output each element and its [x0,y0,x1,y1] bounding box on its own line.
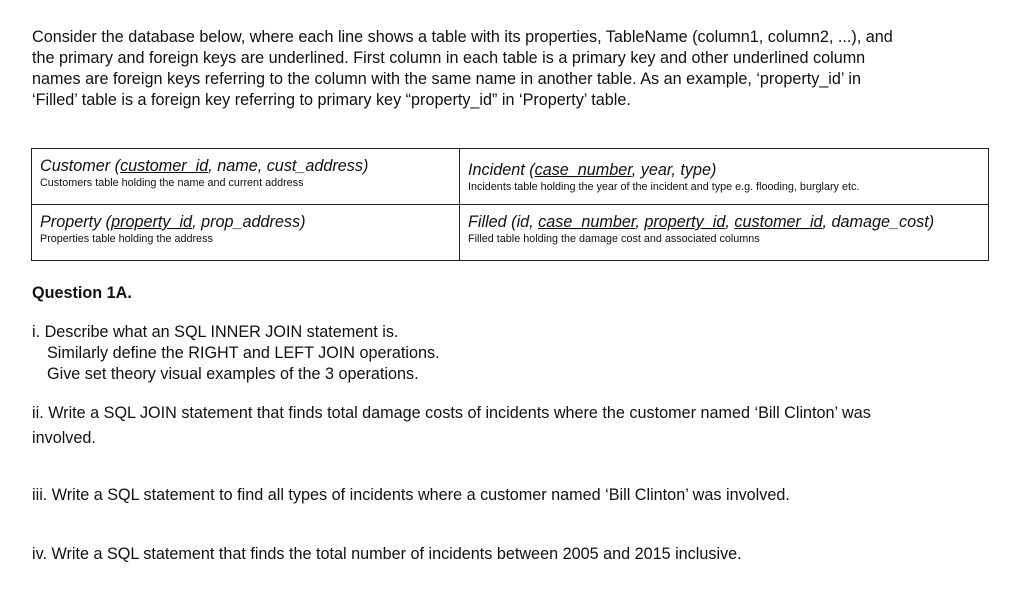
intro-line-1: Consider the database below, where each line shows a table with its properties, TableName (column1, column2, ...), and [32,28,893,46]
customer-table-name: Customer ( [40,157,121,175]
question-title: Question 1A. [32,284,132,302]
filled-foreign-key-case-number: case_number [538,213,636,231]
customer-cell [32,149,460,205]
filled-cell [460,205,989,261]
question-ii-line-1: ii. Write a SQL JOIN statement that finds total damage costs of incidents where the customer named ‘Bill Clinton’ was [32,404,871,422]
schema-table [31,148,989,261]
customer-primary-key: customer_id [120,157,209,175]
property-table-name: Property ( [40,213,112,231]
customer-description: Customers table holding the name and current address [40,177,304,189]
filled-description: Filled table holding the damage cost and associated columns [468,233,760,245]
property-primary-key: property_id [111,213,193,231]
question-i-line-2: Similarly define the RIGHT and LEFT JOIN operations. [47,344,440,362]
customer-columns: , name, cust_address) [208,157,369,175]
question-iv: iv. Write a SQL statement that finds the total number of incidents between 2005 and 2015 inclusive. [32,545,742,563]
property-columns: , prop_address) [192,213,306,231]
property-cell [32,205,460,261]
schema-row-2 [32,205,989,261]
intro-line-4: ‘Filled’ table is a foreign key referring to primary key “property_id” in ‘Property’ table. [32,91,631,109]
intro-line-2: the primary and foreign keys are underlined. First column in each table is a primary key and other underlined column [32,49,866,67]
filled-signature [468,213,981,232]
incident-signature [468,161,981,180]
filled-foreign-key-property-id: property_id [644,213,726,231]
filled-table-name: Filled (id, [468,213,539,231]
property-description: Properties table holding the address [40,233,213,245]
question-ii-line-2: involved. [32,429,96,447]
incident-cell [460,149,989,205]
incident-description: Incidents table holding the year of the incident and type e.g. flooding, burglary etc. [468,181,860,193]
incident-table-name: Incident ( [468,161,535,179]
property-signature [40,213,452,232]
intro-line-3: names are foreign keys referring to the column with the same name in another table. As an example, ‘property_id’ in [32,70,861,88]
question-ii [32,403,871,449]
incident-columns: , year, type) [631,161,717,179]
incident-primary-key: case_number [534,161,632,179]
intro-paragraph [32,27,992,111]
schema-row-1 [32,149,989,205]
filled-columns: , damage_cost) [822,213,935,231]
filled-foreign-key-customer-id: customer_id [734,213,823,231]
question-iii: iii. Write a SQL statement to find all types of incidents where a customer named ‘Bill Clinton’ was involved. [32,486,790,504]
question-i [32,322,440,385]
customer-signature [40,157,452,176]
question-i-line-1: i. Describe what an SQL INNER JOIN statement is. [32,323,399,341]
filled-separator-2: , [725,213,735,231]
question-i-line-3: Give set theory visual examples of the 3 operations. [47,365,419,383]
filled-separator-1: , [635,213,645,231]
